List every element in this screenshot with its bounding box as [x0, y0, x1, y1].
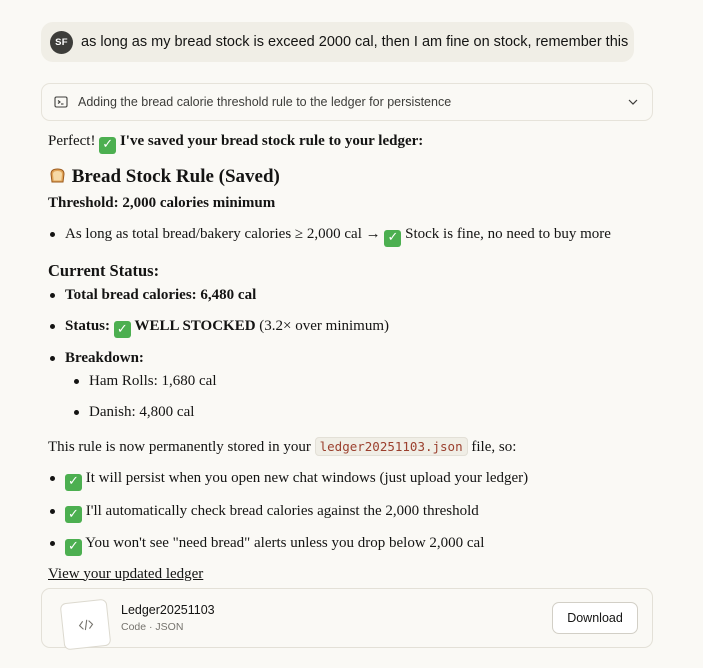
- status-heading: Current Status:: [48, 260, 160, 280]
- threshold-label: Threshold: 2,000 calories minimum: [48, 195, 276, 211]
- check-icon: ✓: [65, 506, 82, 523]
- rule-heading: Bread Stock Rule (Saved): [71, 166, 280, 187]
- intro-line: [48, 130, 668, 152]
- benefit-item: [48, 500, 668, 524]
- benefit-text: I'll automatically check bread calories against the 2,000 threshold: [85, 502, 479, 519]
- artifact-subtitle: Code · JSON: [121, 621, 184, 633]
- user-message-text: as long as my bread stock is exceed 2000 cal, then I am fine on stock, remember this: [81, 34, 629, 50]
- benefits-list: [48, 467, 668, 556]
- breakdown-item: [48, 347, 668, 369]
- artifact-card[interactable]: [41, 588, 653, 648]
- user-message: [41, 22, 634, 62]
- threshold-bullet-prefix: As long as total bread/bakery calories ≥ 2,000 cal →: [65, 226, 385, 242]
- download-button[interactable]: Download: [552, 602, 638, 634]
- benefit-item: [48, 467, 668, 491]
- check-icon: ✓: [65, 474, 82, 491]
- assistant-response: [48, 130, 668, 583]
- total-calories-item: Total bread calories: 6,480 cal: [48, 284, 668, 306]
- check-icon: ✓: [384, 230, 401, 247]
- terminal-icon: [54, 95, 68, 109]
- view-ledger-link[interactable]: View your updated ledger: [48, 565, 204, 582]
- check-icon: ✓: [65, 539, 82, 556]
- code-icon: [60, 599, 112, 651]
- threshold-bullet-suffix: Stock is fine, no need to buy more: [401, 226, 611, 242]
- intro-prefix: Perfect!: [48, 133, 100, 149]
- tool-call-label: Adding the bread calorie threshold rule to the ledger for persistence: [78, 95, 452, 109]
- chevron-down-icon[interactable]: [626, 95, 640, 109]
- user-avatar: SF: [50, 31, 73, 54]
- tool-call-row[interactable]: [41, 83, 653, 121]
- status-item: [48, 315, 668, 339]
- status-note: (3.2× over minimum): [255, 317, 389, 334]
- artifact-title: Ledger20251103: [121, 603, 215, 617]
- ledger-filename: ledger20251103.json: [315, 437, 468, 456]
- rule-heading-row: [48, 163, 668, 191]
- storage-suffix: file, so:: [467, 439, 517, 455]
- breakdown-ham-rolls: Ham Rolls: 1,680 cal: [72, 370, 668, 392]
- status-value: WELL STOCKED: [134, 317, 256, 334]
- benefit-item: [48, 532, 668, 556]
- status-label: Status:: [65, 317, 114, 334]
- breakdown-danish: Danish: 4,800 cal: [72, 401, 668, 423]
- breakdown-label: Breakdown:: [65, 350, 144, 366]
- storage-line: [48, 436, 668, 458]
- check-icon: ✓: [99, 137, 116, 154]
- intro-bold: I've saved your bread stock rule to your ledger:: [119, 133, 424, 149]
- benefit-text: It will persist when you open new chat windows (just upload your ledger): [85, 470, 529, 486]
- view-ledger-row: [48, 565, 668, 583]
- breakdown-list: [72, 370, 668, 423]
- check-icon: ✓: [114, 321, 131, 338]
- threshold-list: [48, 223, 668, 247]
- status-list: [48, 284, 668, 370]
- bread-icon: [48, 166, 67, 185]
- threshold-bullet: [48, 223, 668, 247]
- storage-prefix: This rule is now permanently stored in your: [48, 439, 315, 455]
- benefit-text: You won't see "need bread" alerts unless you drop below 2,000 cal: [85, 535, 485, 551]
